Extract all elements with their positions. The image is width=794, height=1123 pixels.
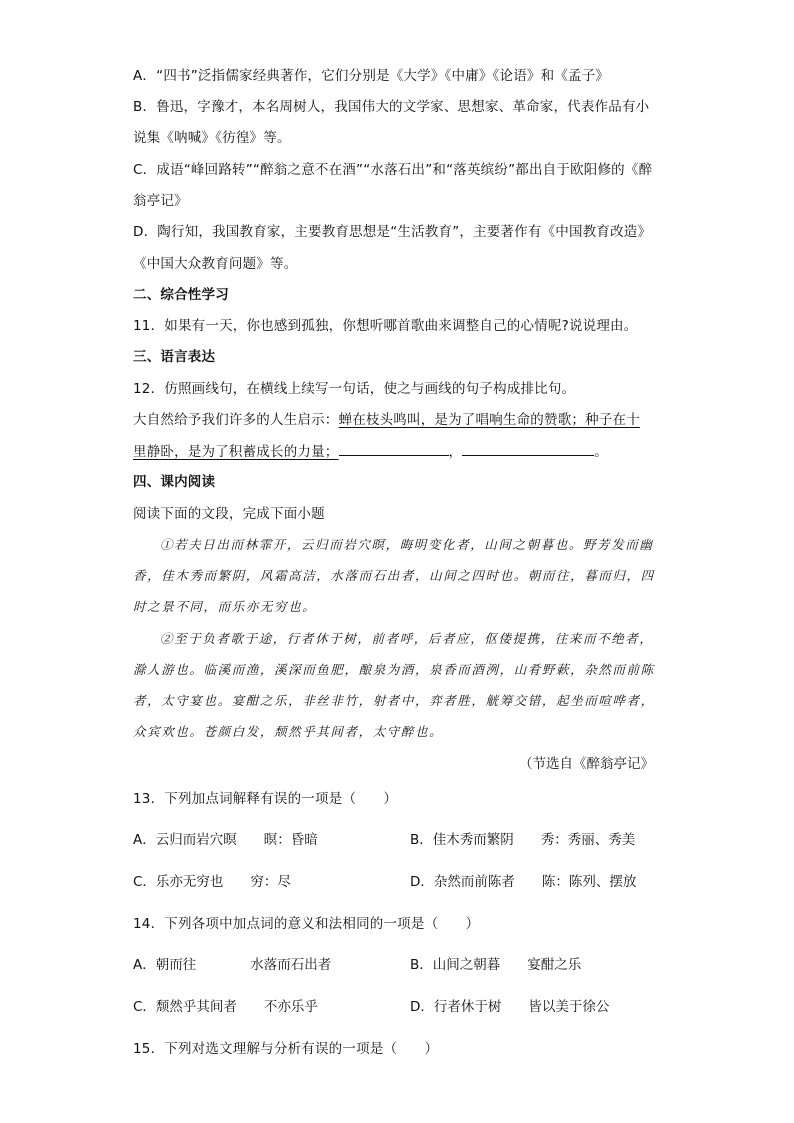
q14-option-c: C．颓然乎其间者 不亦乐乎	[133, 999, 318, 1015]
section-two-heading: 二、综合性学习	[133, 287, 229, 303]
q13-option-a: A．云归而岩穴暝 暝：昏暗	[133, 832, 318, 848]
option-c-line2: 翁亭记》	[133, 193, 188, 209]
passage-p1-line1: ①若夫日出而林霏开，云归而岩穴暝，晦明变化者，山间之朝暮也。野芳发而幽	[160, 537, 654, 552]
reading-instruction: 阅读下面的文段，完成下面小题	[133, 506, 325, 522]
passage-p1-line2: 香，佳木秀而繁阴，风霜高洁，水落而石出者，山间之四时也。朝而往，暮而归，四	[133, 568, 655, 583]
option-a: A．“四书”泛指儒家经典著作，它们分别是《大学》《中庸》《论语》和《孟子》	[133, 68, 610, 84]
q13-option-c: C．乐亦无穷也 穷：尽	[133, 874, 291, 890]
answer-blank-2[interactable]	[462, 441, 594, 456]
passage-p2-line4: 众宾欢也。苍颜白发，颓然乎其间者，太守醉也。	[133, 724, 444, 739]
option-d-line1: D．陶行知，我国教育家，主要教育思想是“生活教育”，主要著作有《中国教育改造》	[133, 224, 652, 240]
section-three-heading: 三、语言表达	[133, 349, 216, 365]
question-15: 15．下列对选文理解与分析有误的一项是（ ）	[133, 1041, 439, 1057]
underlined-sentence-part1: 蝉在枝头鸣叫，是为了唱响生命的赞歌；种子在十	[338, 412, 640, 428]
q14-option-a: A．朝而往 水落而石出者	[133, 957, 332, 973]
question-13: 13．下列加点词解释有误的一项是（ ）	[133, 791, 398, 807]
example-sentence-line1	[133, 410, 640, 430]
blank-comma: ，	[448, 444, 463, 460]
passage-p2-line3: 者，太守宴也。宴酣之乐，非丝非竹，射者中，弈者胜，觥筹交错，起坐而喧哗者，	[133, 693, 655, 708]
q13-option-b: B．佳木秀而繁阴 秀：秀丽、秀美	[410, 832, 636, 848]
question-14: 14．下列各项中加点词的意义和法相同的一项是（ ）	[133, 916, 480, 932]
question-11: 11．如果有一天，你也感到孤独，你想听哪首歌曲来调整自己的心情呢?说说理由。	[133, 318, 638, 334]
example-prefix: 大自然给予我们许多的人生启示：	[133, 412, 339, 428]
passage-p2-line1: ②至于负者歌于途，行者休于树，前者呼，后者应，伛偻提携，往来而不绝者，	[160, 631, 654, 646]
option-c-line1: C．成语“峰回路转”“醉翁之意不在酒”“水落石出”和“落英缤纷”都出自于欧阳修的《醉	[133, 162, 653, 178]
q13-option-d: D．杂然而前陈者 陈：陈列、摆放	[410, 874, 637, 890]
q14-option-d: D．行者休于树 皆以美于徐公	[410, 999, 610, 1015]
option-d-line2: 《中国大众教育问题》等。	[133, 256, 298, 272]
q14-option-b: B．山间之朝暮 宴酣之乐	[410, 957, 582, 973]
option-b-line1: B．鲁迅，字豫才，本名周树人，我国伟大的文学家、思想家、革命家，代表作品有小	[133, 99, 650, 115]
option-b-line2: 说集《呐喊》《彷徨》等。	[133, 130, 291, 146]
underlined-sentence-part2: 里静卧，是为了积蓄成长的力量；	[133, 444, 339, 460]
passage-p2-line2: 滁人游也。临溪而渔，溪深而鱼肥，酿泉为酒，泉香而酒洌，山肴野蔌，杂然而前陈	[133, 662, 655, 677]
blank-period: 。	[594, 444, 608, 460]
section-four-heading: 四、课内阅读	[133, 474, 216, 490]
passage-source: （节选自《醉翁亭记》	[519, 756, 654, 772]
passage-p1-line3: 时之景不同，而乐亦无穷也。	[133, 599, 317, 614]
answer-blank-1[interactable]	[339, 441, 449, 456]
example-sentence-line2	[133, 441, 608, 462]
question-12: 12．仿照画线句，在横线上续写一句话，使之与画线的句子构成排比句。	[133, 381, 576, 397]
